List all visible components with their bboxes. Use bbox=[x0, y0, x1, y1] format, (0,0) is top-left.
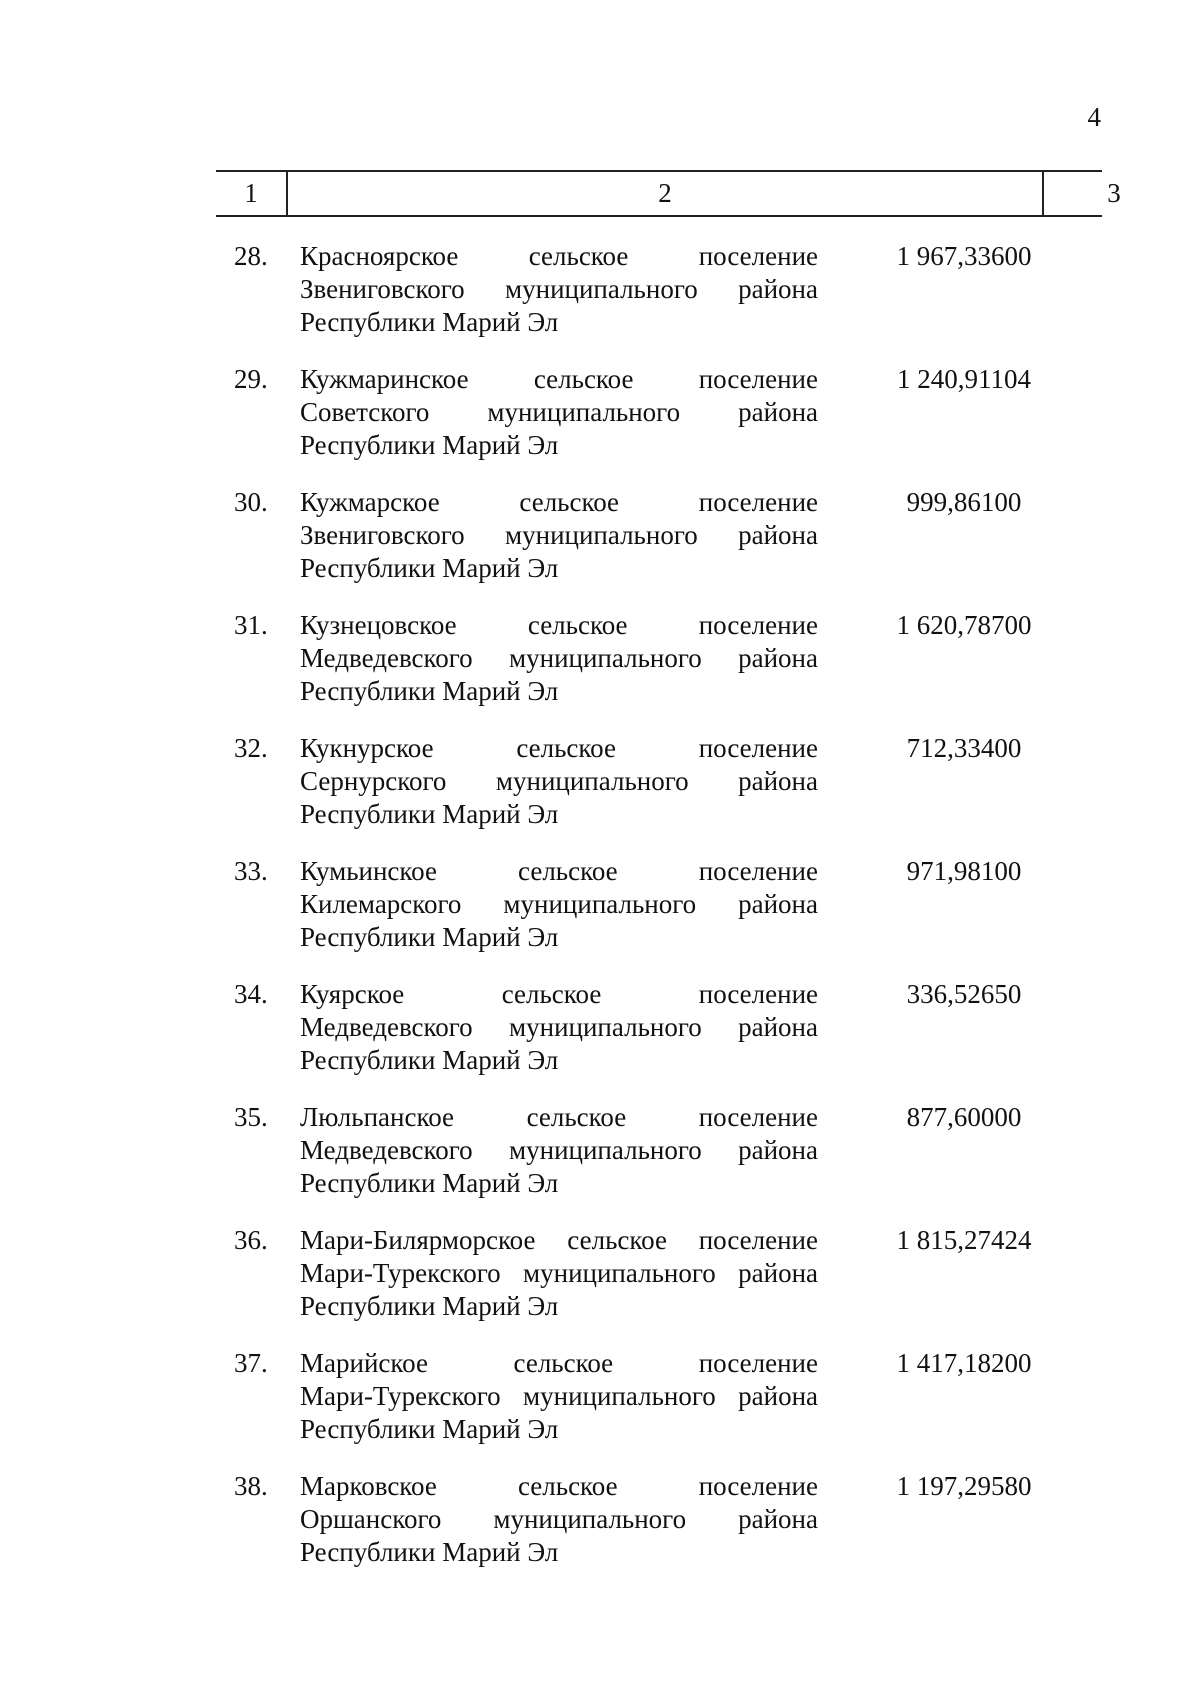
row-number: 33. bbox=[234, 856, 268, 886]
table-row bbox=[0, 1470, 1200, 1593]
row-value: 877,60000 bbox=[906, 1102, 1022, 1132]
table-row bbox=[0, 363, 1200, 486]
row-number: 29. bbox=[234, 364, 268, 394]
row-number: 28. bbox=[234, 241, 268, 271]
settlement-name-line: Звениговского муниципального района bbox=[300, 520, 818, 550]
settlement-name-line: Республики Марий Эл bbox=[300, 430, 559, 460]
settlement-name-line: Мари-Турекского муниципального района bbox=[300, 1381, 818, 1411]
row-value: 336,52650 bbox=[906, 979, 1022, 1009]
row-number: 38. bbox=[234, 1471, 268, 1501]
settlement-name-line: Кужмарское сельское поселение bbox=[300, 487, 818, 517]
settlement-name-line: Марковское сельское поселение bbox=[300, 1471, 818, 1501]
table-row bbox=[0, 855, 1200, 978]
header-col-3: 3 bbox=[1107, 178, 1121, 208]
table-body bbox=[0, 240, 1200, 1593]
settlement-name-line: Медведевского муниципального района bbox=[300, 643, 818, 673]
row-number: 37. bbox=[234, 1348, 268, 1378]
settlement-name-line: Куярское сельское поселение bbox=[300, 979, 818, 1009]
settlement-name-line: Республики Марий Эл bbox=[300, 1045, 559, 1075]
settlement-name-line: Медведевского муниципального района bbox=[300, 1135, 818, 1165]
settlement-name-line: Советского муниципального района bbox=[300, 397, 818, 427]
settlement-name bbox=[300, 1470, 818, 1569]
settlement-name-line: Республики Марий Эл bbox=[300, 1537, 559, 1567]
row-value: 1 620,78700 bbox=[896, 610, 1032, 640]
row-value: 1 417,18200 bbox=[896, 1348, 1032, 1378]
row-value: 712,33400 bbox=[906, 733, 1022, 763]
settlement-name-line: Республики Марий Эл bbox=[300, 799, 559, 829]
row-number: 31. bbox=[234, 610, 268, 640]
settlement-name-line: Кузнецовское сельское поселение bbox=[300, 610, 818, 640]
table-row bbox=[0, 240, 1200, 363]
table-row bbox=[0, 1101, 1200, 1224]
row-number: 34. bbox=[234, 979, 268, 1009]
settlement-name-line: Республики Марий Эл bbox=[300, 922, 559, 952]
row-value: 1 240,91104 bbox=[897, 364, 1031, 394]
settlement-name-line: Звениговского муниципального района bbox=[300, 274, 818, 304]
row-number: 32. bbox=[234, 733, 268, 763]
table-header bbox=[216, 170, 1121, 217]
settlement-name-line: Мари-Билярморское сельское поселение bbox=[300, 1225, 818, 1255]
settlement-name bbox=[300, 240, 818, 339]
settlement-name bbox=[300, 855, 818, 954]
table-row bbox=[0, 609, 1200, 732]
settlement-name-line: Мари-Турекского муниципального района bbox=[300, 1258, 818, 1288]
settlement-name-line: Люльпанское сельское поселение bbox=[300, 1102, 818, 1132]
settlement-name-line: Республики Марий Эл bbox=[300, 307, 559, 337]
settlement-name-line: Республики Марий Эл bbox=[300, 553, 559, 583]
page-number: 4 bbox=[1087, 102, 1101, 132]
settlement-name bbox=[300, 978, 818, 1077]
settlement-name-line: Республики Марий Эл bbox=[300, 1291, 559, 1321]
row-value: 1 967,33600 bbox=[896, 241, 1032, 271]
table-row bbox=[0, 486, 1200, 609]
header-col-2: 2 bbox=[658, 178, 672, 208]
settlement-name-line: Кужмаринское сельское поселение bbox=[300, 364, 818, 394]
header-col-1: 1 bbox=[244, 178, 258, 208]
row-number: 36. bbox=[234, 1225, 268, 1255]
settlement-name-line: Оршанского муниципального района bbox=[300, 1504, 818, 1534]
settlement-name-line: Кумьинское сельское поселение bbox=[300, 856, 818, 886]
settlement-name bbox=[300, 732, 818, 831]
settlement-name-line: Республики Марий Эл bbox=[300, 1414, 559, 1444]
settlement-name-line: Красноярское сельское поселение bbox=[300, 241, 818, 271]
settlement-name-line: Республики Марий Эл bbox=[300, 1168, 559, 1198]
row-value: 999,86100 bbox=[906, 487, 1022, 517]
table-row bbox=[0, 1224, 1200, 1347]
row-value: 1 815,27424 bbox=[896, 1225, 1032, 1255]
row-value: 971,98100 bbox=[906, 856, 1022, 886]
settlement-name bbox=[300, 1101, 818, 1200]
table-row bbox=[0, 732, 1200, 855]
settlement-name bbox=[300, 1347, 818, 1446]
table-row bbox=[0, 1347, 1200, 1470]
settlement-name-line: Медведевского муниципального района bbox=[300, 1012, 818, 1042]
settlement-name-line: Кукнурское сельское поселение bbox=[300, 733, 818, 763]
row-number: 35. bbox=[234, 1102, 268, 1132]
row-number: 30. bbox=[234, 487, 268, 517]
row-value: 1 197,29580 bbox=[896, 1471, 1032, 1501]
settlement-name-line: Килемарского муниципального района bbox=[300, 889, 818, 919]
settlement-name bbox=[300, 363, 818, 462]
settlement-name bbox=[300, 486, 818, 585]
settlement-name bbox=[300, 609, 818, 708]
settlement-name-line: Республики Марий Эл bbox=[300, 676, 559, 706]
table-row bbox=[0, 978, 1200, 1101]
settlement-name bbox=[300, 1224, 818, 1323]
settlement-name-line: Сернурского муниципального района bbox=[300, 766, 818, 796]
settlement-name-line: Марийское сельское поселение bbox=[300, 1348, 818, 1378]
